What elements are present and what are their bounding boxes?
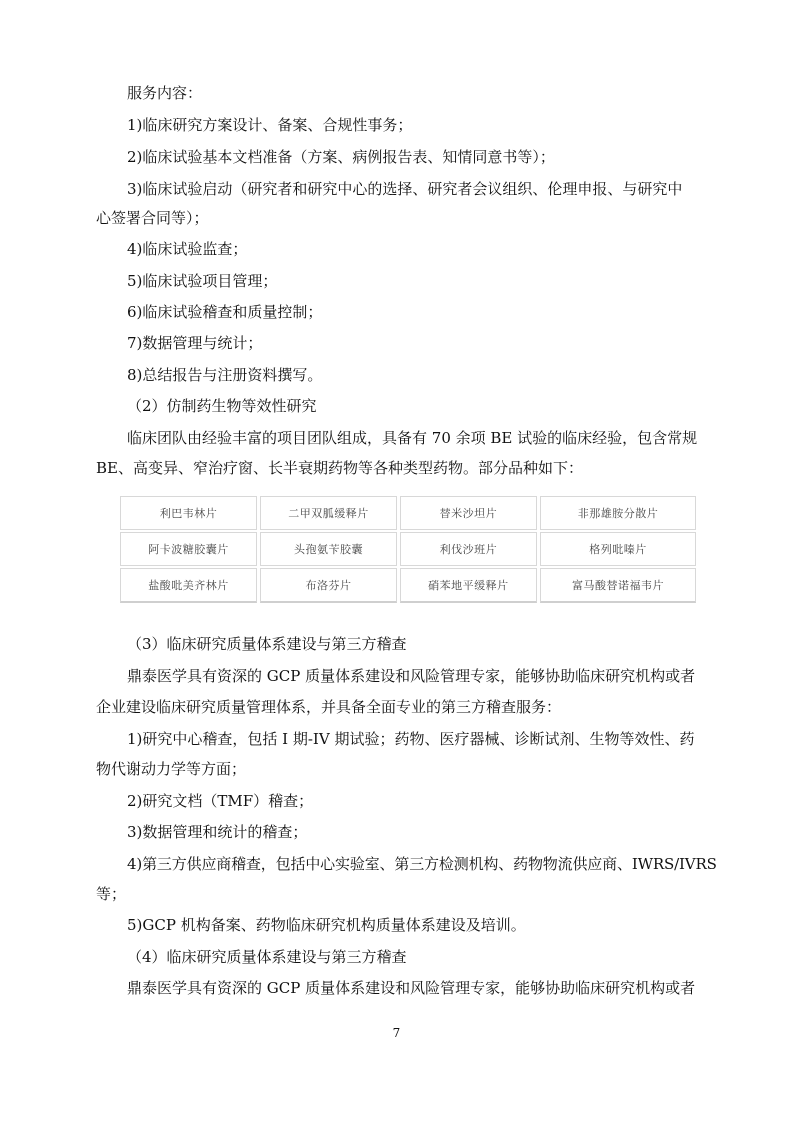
section-3-title: （3）临床研究质量体系建设与第三方稽查 xyxy=(127,635,407,653)
audit-item: 1)研究中心稽查，包括 I 期-IV 期试验；药物、医疗器械、诊断试剂、生物等效性、药 xyxy=(127,730,695,748)
product-cell: 硝苯地平缓释片 xyxy=(400,568,537,603)
product-cell: 盐酸吡美齐林片 xyxy=(120,568,257,603)
table-row xyxy=(120,568,696,603)
service-item: 1)临床研究方案设计、备案、合规性事务； xyxy=(127,116,413,134)
product-cell: 替米沙坦片 xyxy=(400,496,537,530)
service-item: 7)数据管理与统计； xyxy=(127,334,263,352)
section-2-paragraph-line: BE、高变异、窄治疗窗、长半衰期药物等各种类型药物。部分品种如下： xyxy=(96,459,583,477)
product-cell: 布洛芬片 xyxy=(260,568,397,603)
service-item: 3)临床试验启动（研究者和研究中心的选择、研究者会议组织、伦理申报、与研究中 xyxy=(127,180,683,198)
service-item-continued: 心签署合同等）； xyxy=(96,209,209,227)
service-item: 2)临床试验基本文档准备（方案、病例报告表、知情同意书等）； xyxy=(127,148,555,166)
section-4-paragraph-line: 鼎泰医学具有资深的 GCP 质量体系建设和风险管理专家，能够协助临床研究机构或者 xyxy=(127,979,696,997)
table-row xyxy=(120,532,696,566)
audit-item: 2)研究文档（TMF）稽查； xyxy=(127,792,314,810)
service-item: 4)临床试验监查； xyxy=(127,240,248,258)
page-number: 7 xyxy=(392,1026,401,1040)
product-cell: 头孢氨苄胶囊 xyxy=(260,532,397,566)
product-cell: 非那雄胺分散片 xyxy=(540,496,696,530)
product-cell: 富马酸替诺福韦片 xyxy=(540,568,696,603)
product-cell: 格列吡嗪片 xyxy=(540,532,696,566)
section-4-title: （4）临床研究质量体系建设与第三方稽查 xyxy=(127,948,407,966)
audit-item: 5)GCP 机构备案、药物临床研究机构质量体系建设及培训。 xyxy=(127,916,526,934)
product-cell: 利巴韦林片 xyxy=(120,496,257,530)
audit-item-continued: 物代谢动力学等方面； xyxy=(96,760,247,778)
section-2-paragraph-line: 临床团队由经验丰富的项目团队组成，具备有 70 余项 BE 试验的临床经验，包含常规 xyxy=(127,429,698,447)
product-cell: 利伐沙班片 xyxy=(400,532,537,566)
audit-item-continued: 等； xyxy=(96,885,127,903)
service-item: 5)临床试验项目管理； xyxy=(127,272,278,290)
service-item: 6)临床试验稽查和质量控制； xyxy=(127,303,323,321)
product-cell: 二甲双胍缓释片 xyxy=(260,496,397,530)
section-2-title: （2）仿制药生物等效性研究 xyxy=(127,397,317,415)
service-item: 8)总结报告与注册资料撰写。 xyxy=(127,366,323,384)
product-table xyxy=(117,494,699,605)
section-3-paragraph-line: 企业建设临床研究质量管理体系，并具备全面专业的第三方稽查服务： xyxy=(96,698,562,716)
product-cell: 阿卡波糖胶囊片 xyxy=(120,532,257,566)
table-row xyxy=(120,496,696,530)
audit-item: 3)数据管理和统计的稽查； xyxy=(127,823,308,841)
audit-item: 4)第三方供应商稽查，包括中心实验室、第三方检测机构、药物物流供应商、IWRS/IVRS xyxy=(127,855,717,873)
section-3-paragraph-line: 鼎泰医学具有资深的 GCP 质量体系建设和风险管理专家，能够协助临床研究机构或者 xyxy=(127,667,696,685)
service-heading: 服务内容： xyxy=(127,84,203,102)
